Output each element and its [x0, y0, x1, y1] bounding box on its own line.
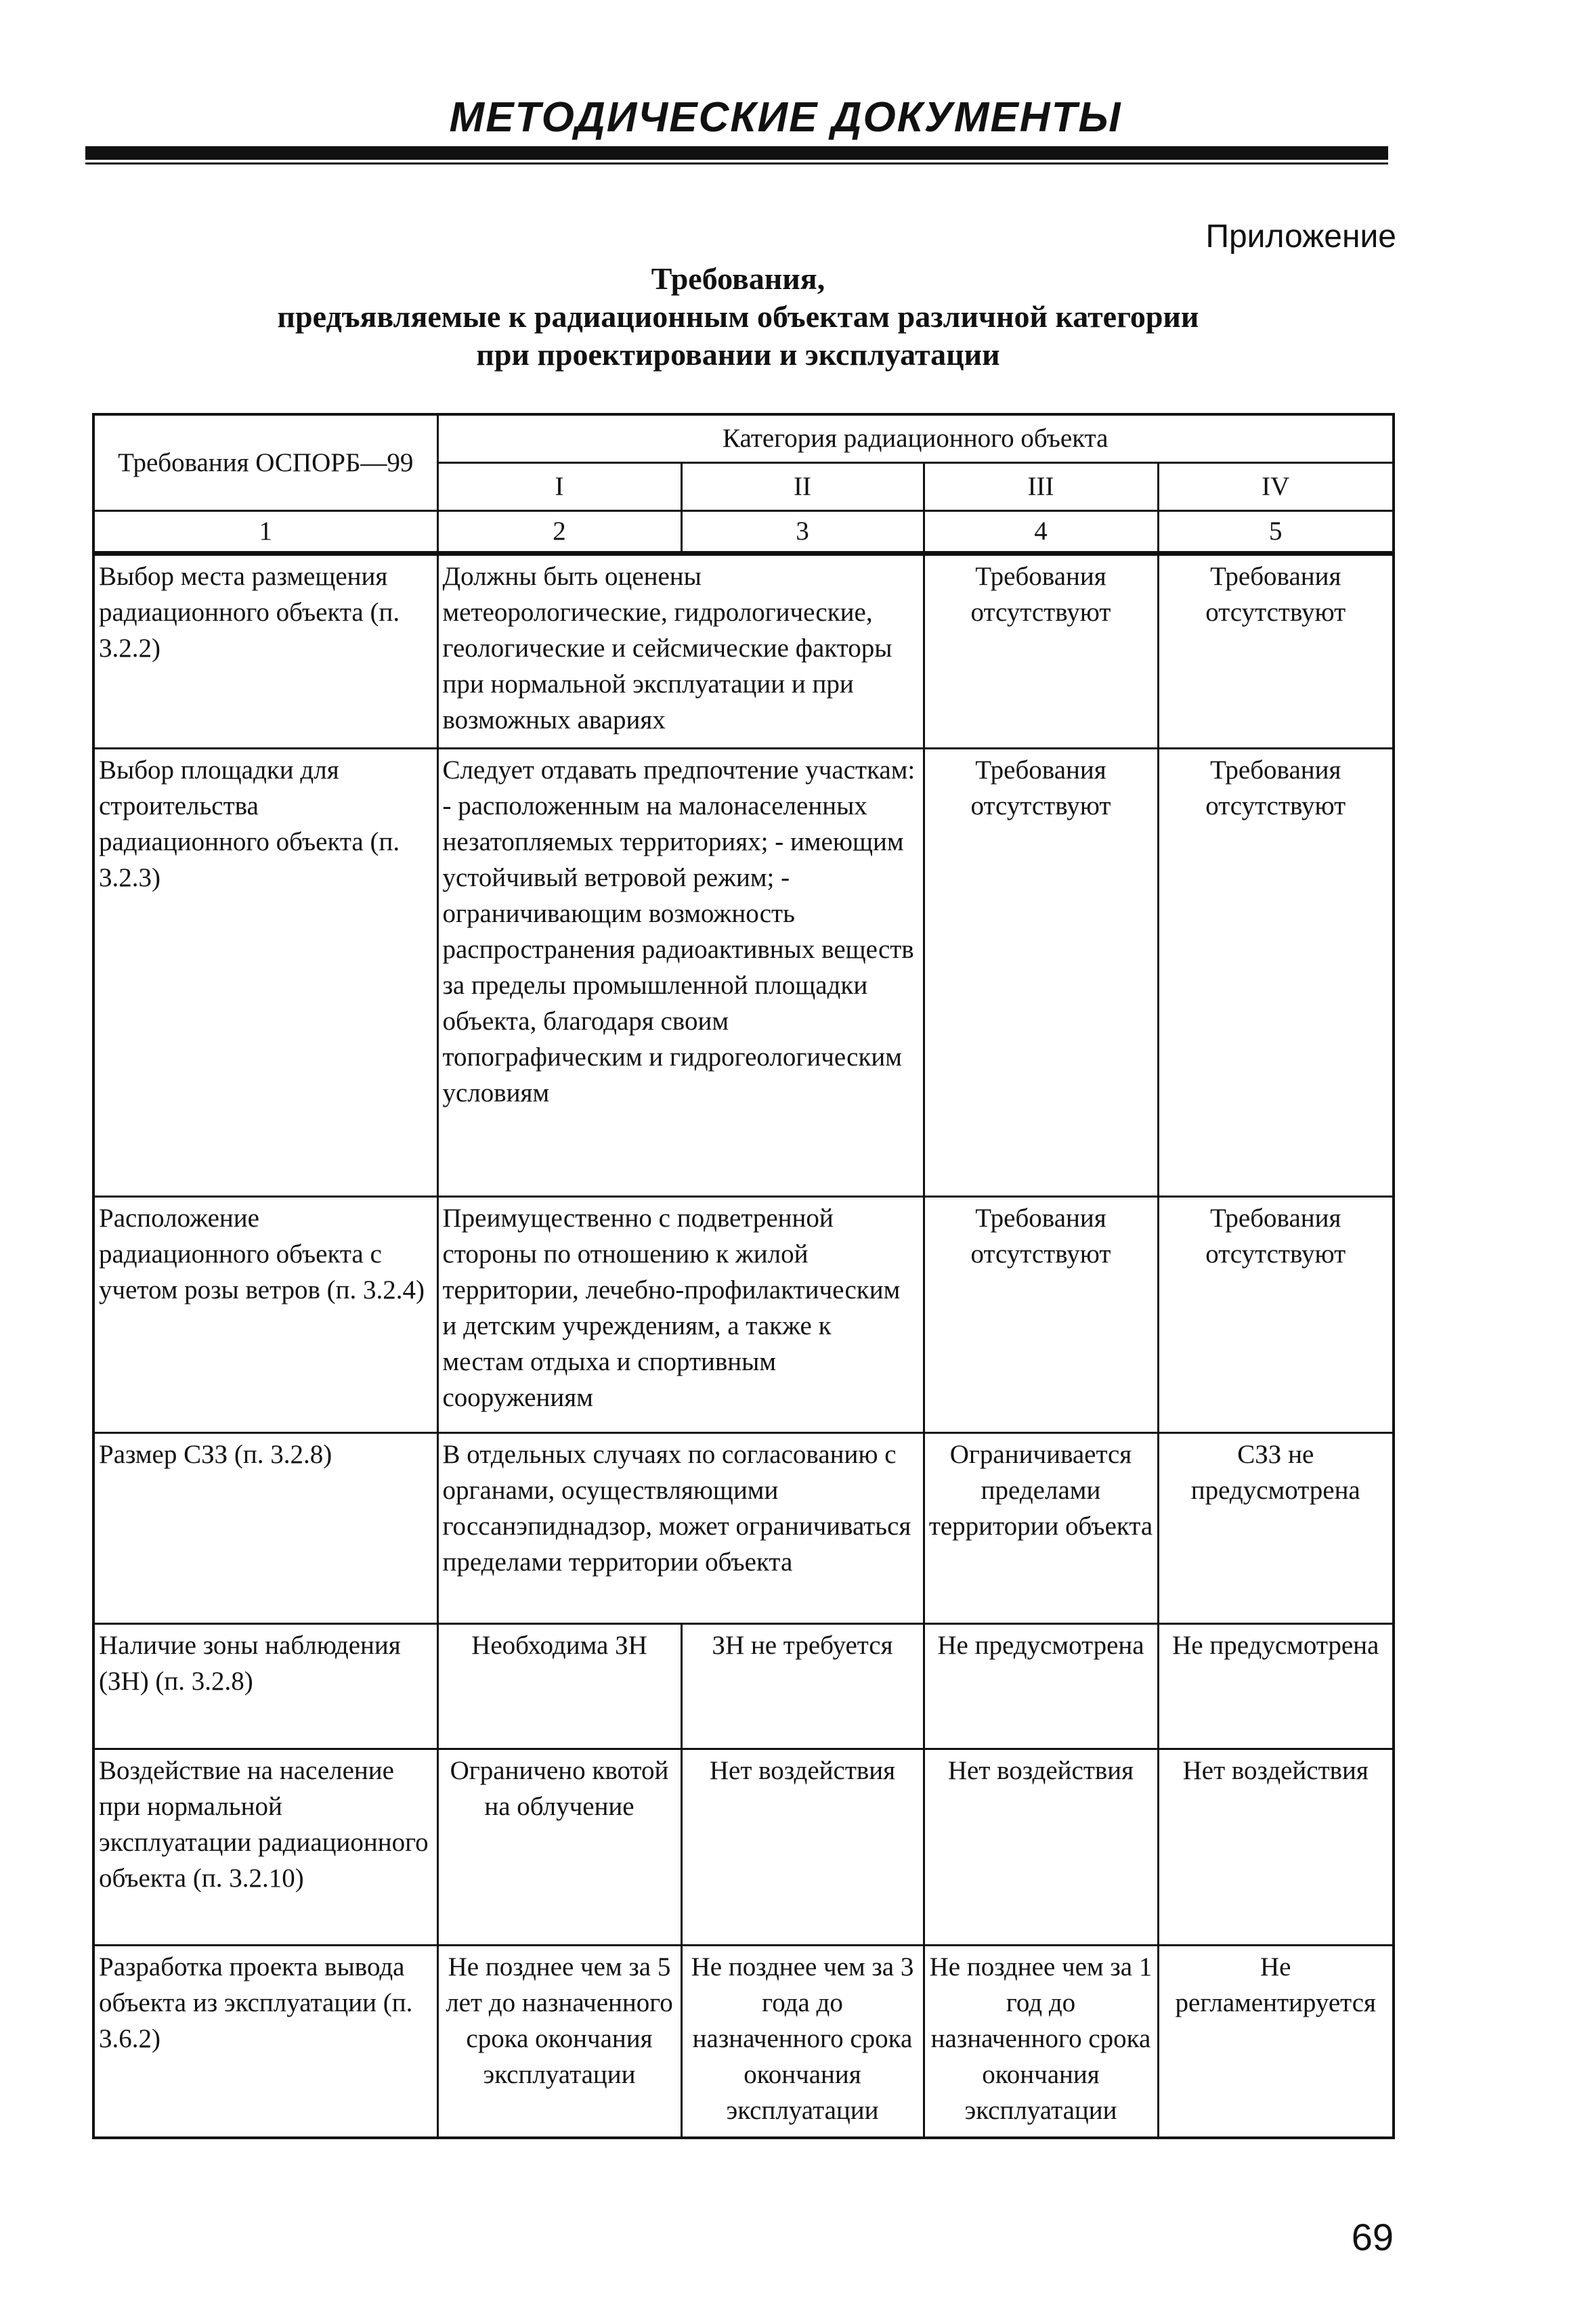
requirement-cell: Расположение радиационного объекта с учетом розы ветров (п. 3.2.4) [93, 1196, 437, 1432]
column-number: 4 [924, 510, 1158, 553]
header-rule [85, 146, 1388, 160]
cat-1-2-cell: В отдельных случаях по согласованию с органами, осуществляющими госсанэпиднадзор, может ограничиваться пределами территории объекта [437, 1432, 924, 1623]
header-category: Категория радиационного объекта [437, 414, 1394, 462]
requirements-table [92, 413, 1395, 2139]
running-header: МЕТОДИЧЕСКИЕ ДОКУМЕНТЫ [449, 94, 1122, 141]
cat-2-cell: ЗН не требуется [681, 1624, 924, 1749]
table-row [93, 553, 1394, 748]
requirement-cell: Воздействие на население при нормальной эксплуатации радиационного объекта (п. 3.2.10) [93, 1749, 437, 1945]
cat-1-2-cell: Следует отдавать предпочтение участкам: - расположенным на малонаселенных незатопляемых территориях; - имеющим устойчивый ветровой режим; - ограничивающим возможность распространения радиоактивных веществ за пределы промышленной площадки объекта, благодаря своим топографическим и гидрогеологическим условиям [437, 748, 924, 1196]
table-row [93, 1946, 1394, 2138]
appendix-label: Приложение [1205, 219, 1396, 255]
cat-3-cell: Ограничивается пределами территории объекта [924, 1432, 1158, 1623]
table-row [93, 1624, 1394, 1749]
cat-4-cell: Не предусмотрена [1158, 1624, 1394, 1749]
cat-4-cell: Требования отсутствуют [1158, 748, 1394, 1196]
cat-2-cell: Нет воздействия [681, 1749, 924, 1945]
header-rule-thin [85, 162, 1388, 165]
cat-1-cell: Ограничено квотой на облучение [437, 1749, 681, 1945]
header-requirements: Требования ОСПОРБ—99 [93, 414, 437, 510]
cat-3-cell: Требования отсутствуют [924, 553, 1158, 748]
cat-4-cell: СЗЗ не предусмотрена [1158, 1432, 1394, 1623]
requirement-cell: Выбор площадки для строительства радиационного объекта (п. 3.2.3) [93, 748, 437, 1196]
header-cat-1: I [437, 462, 681, 510]
column-number: 2 [437, 510, 681, 553]
header-cat-4: IV [1158, 462, 1394, 510]
document-title [0, 260, 1476, 374]
cat-1-cell: Не позднее чем за 5 лет до назначенного срока окончания эксплуатации [437, 1946, 681, 2138]
cat-4-cell: Нет воздействия [1158, 1749, 1394, 1945]
cat-3-cell: Не позднее чем за 1 год до назначенного срока окончания эксплуатации [924, 1946, 1158, 2138]
cat-4-cell: Требования отсутствуют [1158, 1196, 1394, 1432]
cat-3-cell: Не предусмотрена [924, 1624, 1158, 1749]
cat-2-cell: Не позднее чем за 3 года до назначенного срока окончания эксплуатации [681, 1946, 924, 2138]
title-line-2: предъявляемые к радиационным объектам различной категории [277, 299, 1199, 334]
cat-3-cell: Нет воздействия [924, 1749, 1158, 1945]
page-number: 69 [1351, 2216, 1394, 2258]
requirement-cell: Выбор места размещения радиационного объекта (п. 3.2.2) [93, 553, 437, 748]
table-row [93, 1432, 1394, 1623]
table-row [93, 748, 1394, 1196]
column-number: 3 [681, 510, 924, 553]
cat-1-2-cell: Преимущественно с подветренной стороны по отношению к жилой территории, лечебно-профилактическим и детским учреждениям, а также к местам отдыха и спортивным сооружениям [437, 1196, 924, 1432]
title-line-3: при проектировании и эксплуатации [476, 337, 1000, 372]
requirement-cell: Наличие зоны наблюдения (ЗН) (п. 3.2.8) [93, 1624, 437, 1749]
header-cat-3: III [924, 462, 1158, 510]
requirement-cell: Разработка проекта вывода объекта из эксплуатации (п. 3.6.2) [93, 1946, 437, 2138]
cat-4-cell: Требования отсутствуют [1158, 553, 1394, 748]
header-cat-2: II [681, 462, 924, 510]
table-row [93, 1749, 1394, 1945]
cat-3-cell: Требования отсутствуют [924, 1196, 1158, 1432]
cat-1-cell: Необходима ЗН [437, 1624, 681, 1749]
requirement-cell: Размер СЗЗ (п. 3.2.8) [93, 1432, 437, 1623]
column-number: 1 [93, 510, 437, 553]
table-row [93, 1196, 1394, 1432]
cat-4-cell: Не регламентируется [1158, 1946, 1394, 2138]
cat-3-cell: Требования отсутствуют [924, 748, 1158, 1196]
title-line-1: Требования, [651, 261, 825, 296]
column-number: 5 [1158, 510, 1394, 553]
cat-1-2-cell: Должны быть оценены метеорологические, гидрологические, геологические и сейсмические факторы при нормальной эксплуатации и при возможных авариях [437, 553, 924, 748]
